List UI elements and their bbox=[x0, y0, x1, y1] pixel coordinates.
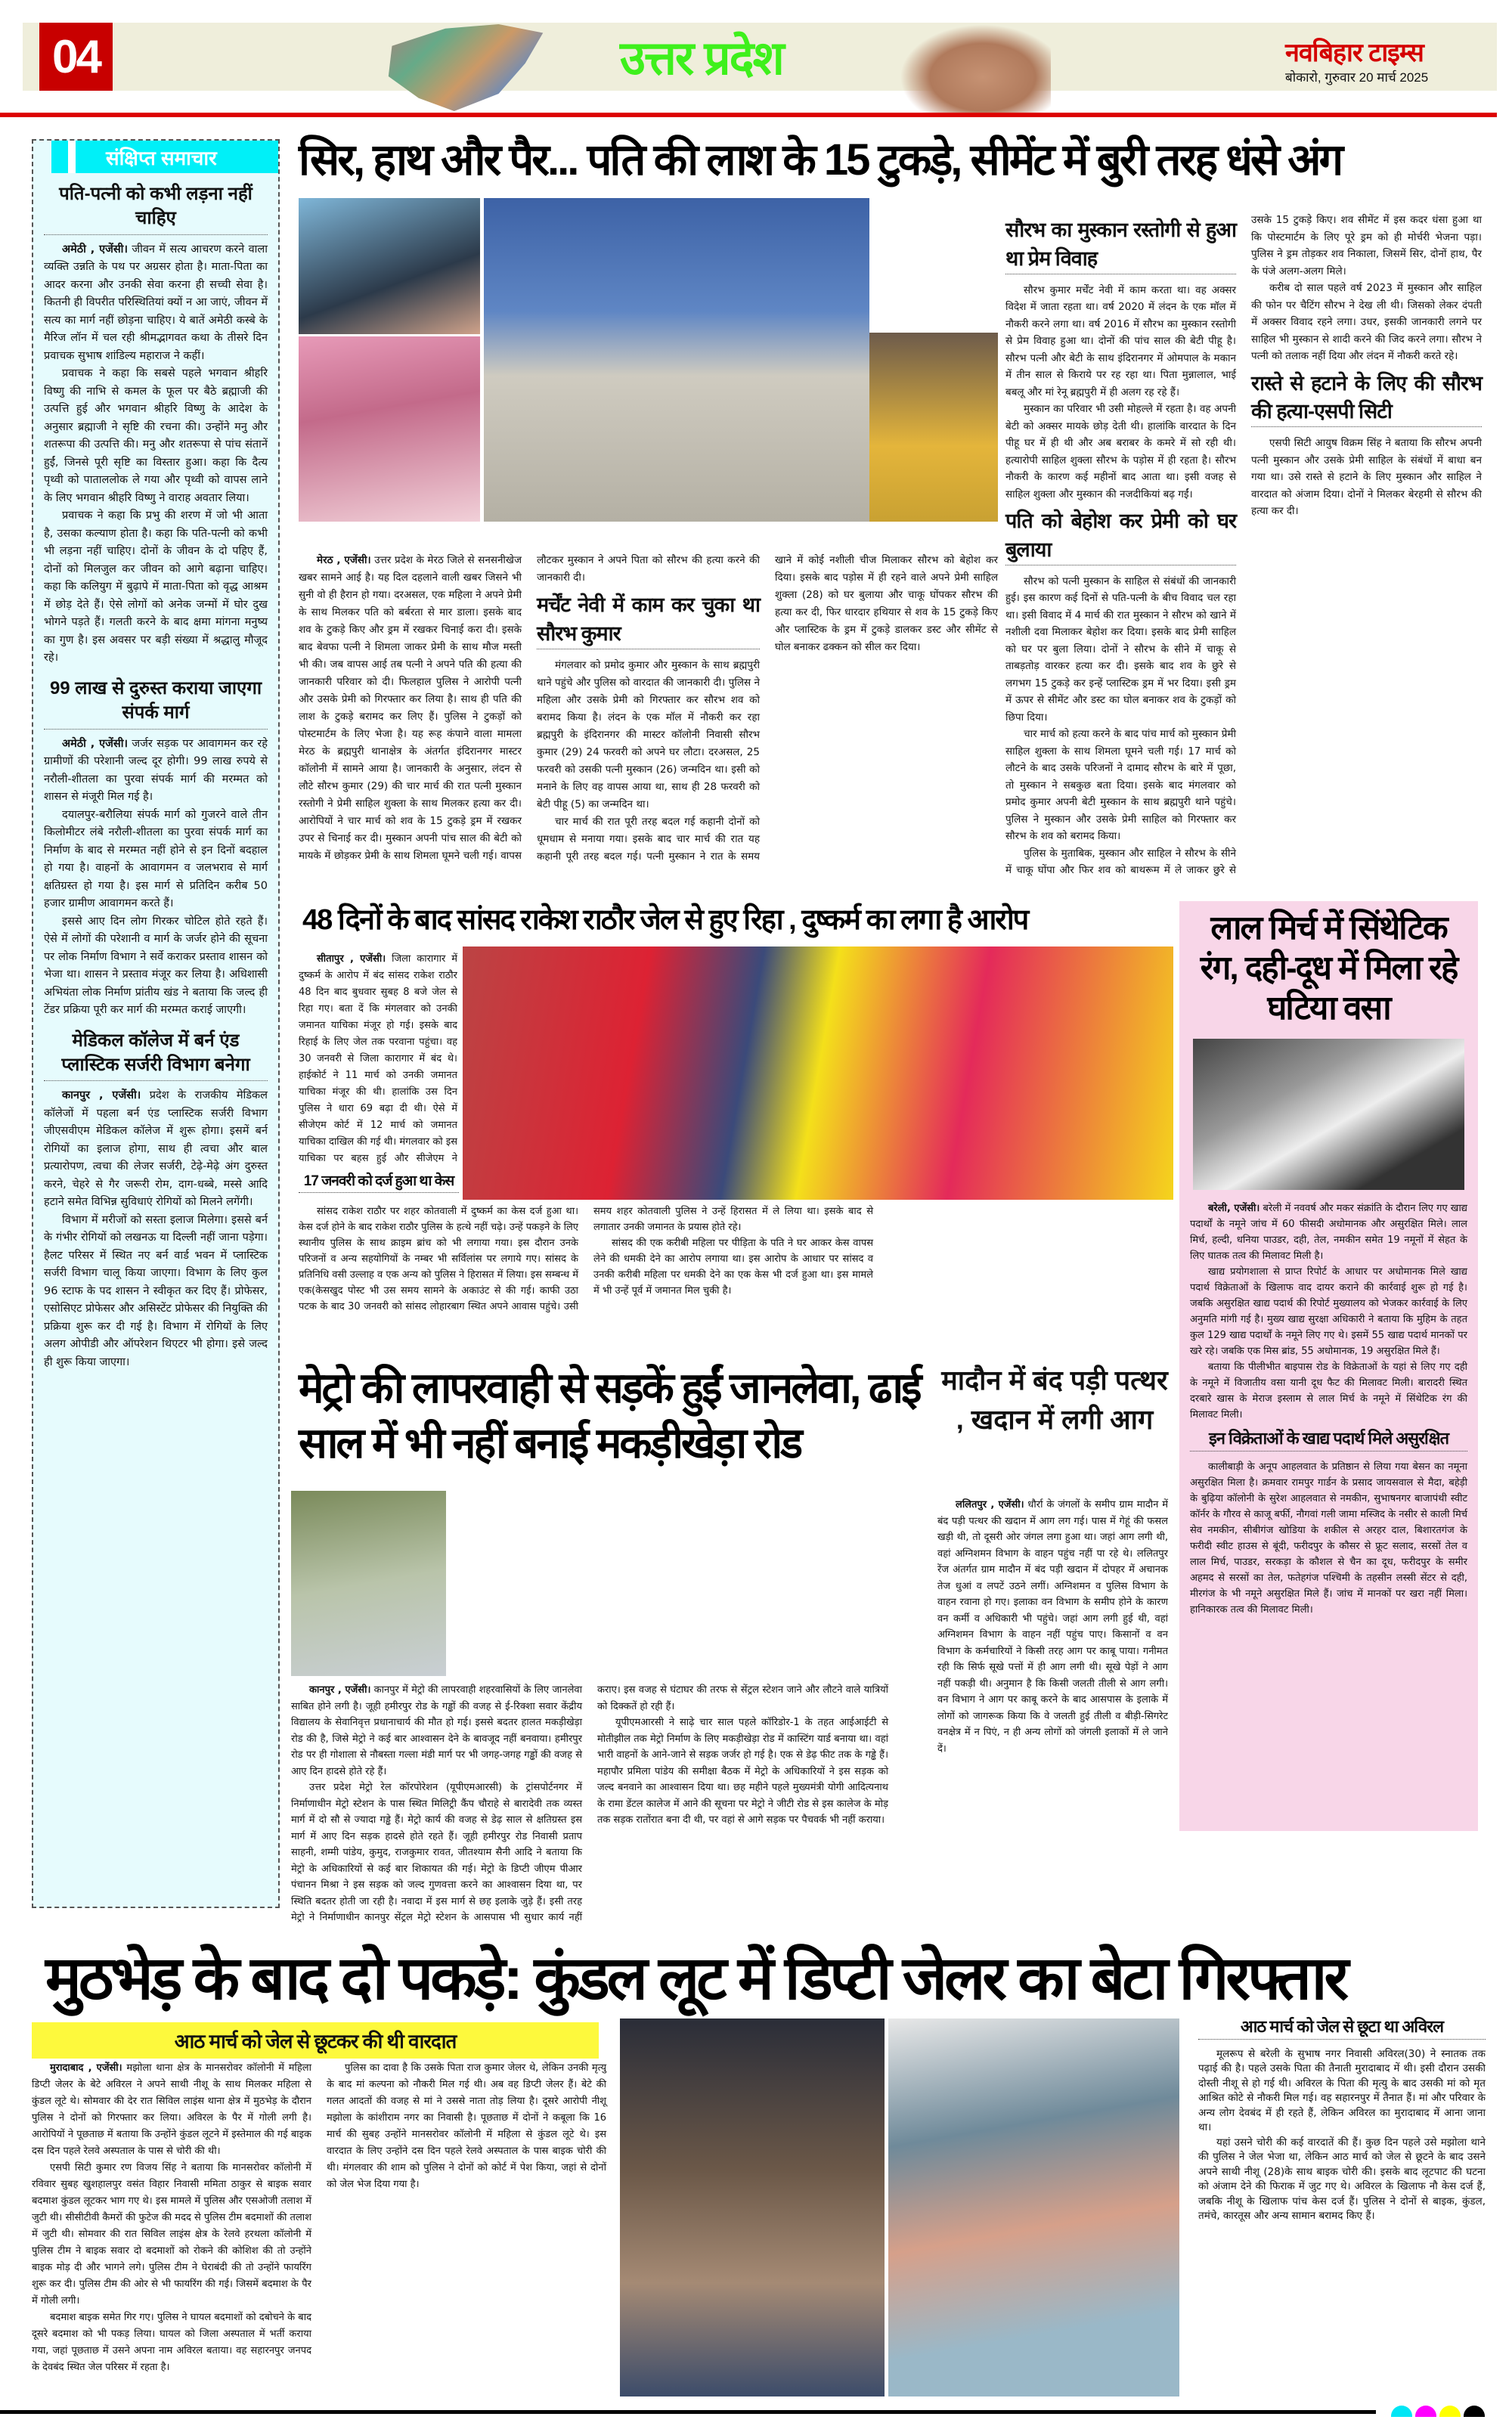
paragraph bbox=[32, 2060, 311, 2160]
accused-in-hospital-photo bbox=[888, 2018, 1179, 2396]
paragraph bbox=[44, 507, 268, 668]
brief-headline: पति-पत्नी को कभी लड़ना नहीं चाहिए bbox=[44, 173, 268, 235]
adulteration-headline: लाल मिर्च में सिंथेटिक रंग, दही-दूध में मिला रहे घटिया वसा bbox=[1200, 909, 1458, 1027]
paragraph-text: धौर्रा के जंगलों के समीप ग्राम मादौन में बंद पड़ी पत्थर की खदान में आग लग गई। पास में गेहूं की फसल खड़ी थी, तो दूसरी ओर जंगल लगा हुआ था। जहां आग लगी थी, वहां अग्निशमन विभाग के वाहन पहुंच नहीं पा रहे थे। ललितपुर रेंज अंतर्गत ग्राम मादौन में बंद पड़ी खदान में दोपहर में अचानक तेज धुआं व लपटें उठने लगीं। अग्निशमन व पुलिस विभाग के वाहन रवाना हो गए। इलाका वन विभाग के समीप होने के कारण वन कर्मी व अधिकारी भी पहुंचे। जहां आग लगी हुई थी, वहां अग्निशमन विभाग के वाहन नहीं पहुंच पाए। किसानों व वन विभाग के कर्मचारियों ने किसी तरह आग पर काबू पाया। गनीमत रही कि सिर्फ सूखे पत्तों में ही आग लगी थी। सूखे पेड़ों ने आग नहीं पकड़ी थी। अनुमान है कि किसी जलती तीली से आग लगी। वन विभाग ने आग पर काबू करने के बाद आसपास के इलाके में लोगों को जागरूक किया कि वे जलती हुई तीली व बीड़ी-सिगरेट वनक्षेत्र में न पिएं, न ही अन्य लोगों को जंगली इलाकों में ले जाने दें। bbox=[937, 1499, 1168, 1755]
paragraph-text: इससे आए दिन लोग गिरकर चोटिल होते रहते हैं। ऐसे में लोगों की परेशानी व मार्ग के जर्जर होने की सूचना पर लोक निर्माण विभाग ने सर्वे कराकर प्रस्ताव शासन को भेजा था। शासन ने प्रस्ताव मंजूर कर लिया है। अधिशासी अभियंता लोक निर्माण प्रांतीय खंड ने बताया कि जल्द ही टेंडर प्रक्रिया पूरी कर मार्ग की मरम्मत कराई जाएगी। bbox=[44, 915, 268, 1017]
paragraph-text: मंगलवार को प्रमोद कुमार और मुस्कान के साथ ब्रह्मपुरी थाने पहुंचे और पुलिस को वारदात की जानकारी दी। पुलिस ने महिला और उसके प्रेमी को गिरफ्तार कर सौरभ शव को बरामद किया है। लंदन के एक मॉल में नौकरी कर रहा ब्रह्मपुरी के इंदिरानगर की मास्टर कॉलोनी निवासी सौरभ कुमार (29) 24 फरवरी को अपने घर लौटा। दरअसल, 25 फरवरी को उसकी पत्नी मुस्कान (26) जन्मदिन था। इसी को मनाने के लिए वह वापस आया था, साथ ही 28 फरवरी को बेटी पीहू (5) का जन्मदिन था। bbox=[537, 658, 760, 810]
metro-headline: मेट्रो की लापरवाही से सड़कें हुईं जानलेवा, ढाई साल में भी नहीं बनाई मकड़ीखेड़ा रोड bbox=[299, 1364, 920, 1467]
paragraph bbox=[44, 1212, 268, 1372]
dateline: बरेली, एजेंसी। bbox=[1208, 1203, 1260, 1215]
fire-headline: मादौन में बंद पड़ी पत्थर , खदान में लगी आग bbox=[941, 1365, 1168, 1436]
subsection-body bbox=[1251, 435, 1482, 520]
statue-image bbox=[900, 24, 1051, 113]
dateline: ललितपुर , एजेंसी। bbox=[956, 1499, 1024, 1510]
dateline: सीतापुर , एजेंसी। bbox=[317, 953, 386, 965]
encounter-right-column bbox=[1198, 2011, 1486, 2404]
paragraph-text: सांसद राकेश राठौर पर शहर कोतवाली में दुष्कर्म का केस दर्ज हुआ था। केस दर्ज होने के बाद राकेश राठौर पुलिस के हत्थे नहीं चढ़े। उन्हें पकड़ने के लिए स्थानीय पुलिस के साथ क्राइम ब्रांच को भी लगाया गया। इस दौरान उनके परिजनों व अन्य सहयोगियों के नम्बर भी सर्विलांस पर लगाये गए। सांसद के प्रतिनिधि वसी उल्लाह व एक अन्य को पुलिस ने हिरासत में लिया। इस सम्बन्ध में एक(केसखुद पोस्ट भी उस समय सामने के अकाउंट से की गई। काफी उठा पटक के बाद 30 जनवरी को सांसद लोहारबाग स्थित अपने आवास पहुंचे। उसी समय शहर कोतवाली पुलिस ने उन्हें हिरासत में ले लिया था। इसके बाद से लगातार उनकी जमानत के प्रयास होते रहे। bbox=[299, 1206, 873, 1312]
fire-body bbox=[937, 1497, 1168, 1757]
paragraph bbox=[44, 913, 268, 1020]
paragraph bbox=[1190, 1264, 1467, 1359]
paragraph-text: बदमाश बाइक समेत गिर गए। पुलिस ने घायल बदमाशों को दबोचने के बाद दूसरे बदमाश को भी पकड़ लिया। घायल को जिला अस्पताल में भर्ती कराया गया, जहां पूछताछ में उसने अपना नाम अविरल बताया। वह सहारनपुर जनपद के देवबंद स्थित जेल परिसर में रहता है। bbox=[32, 2312, 311, 2373]
paragraph-text: चार मार्च को हत्या करने के बाद पांच मार्च को मुस्कान प्रेमी साहिल शुक्ला के साथ शिमला घूमने चली गई। 17 मार्च को लौटने के बाद उसके परिजनों ने दामाद सौरभ के बारे में पूछा, तो मुस्कान ने सबकुछ बता दिया। इसके बाद मंगलवार को प्रमोद कुमार अपनी बेटी मुस्कान के साथ ब्रह्मपुरी थाने पहुंचे। पुलिस ने मुस्कान और उसके प्रेमी साहिल को गिरफ्तार कर सौरभ के शव को बरामद किया। bbox=[1005, 728, 1237, 843]
paragraph-text: जर्जर सड़क पर आवागमन कर रहे ग्रामीणों की परेशानी जल्द दूर होगी। 99 लाख रुपये से नरौली-शीतला का पुरवा संपर्क मार्ग की मरम्मत को शासन से मंजूरी मिल गई है। bbox=[44, 737, 268, 804]
accused-avirl-photo bbox=[620, 2018, 885, 2396]
brief-headline: 99 लाख से दुरुस्त कराया जाएगा संपर्क मार्ग bbox=[44, 668, 268, 730]
paragraph bbox=[1198, 2136, 1486, 2224]
subheading: रास्ते से हटाने के लिए की सौरभ की हत्या-एसपी सिटी bbox=[1251, 370, 1482, 428]
header-divider bbox=[0, 113, 1497, 117]
cyan-mark bbox=[1391, 2406, 1412, 2417]
lead-story-right-columns bbox=[1005, 212, 1482, 885]
brief-body bbox=[44, 736, 268, 1020]
paragraph-text: यहां उसने चोरी की कई वारदातें की हैं। कुछ दिन पहले उसे मझोला थाने की पुलिस ने जेल भेजा था, लेकिन आठ मार्च को जेल से छूटने के बाद उसने अपने साथी नीशू (28)के साथ बाइक चोरी की। इसके बाद लूटपाट की घटना को अंजाम देने की फिराक में जुट गए थे। अविरल के खिलाफ नौ केस दर्ज हैं, जबकि नीशू के खिलाफ पांच केस दर्ज हैं। पुलिस ने दोनों से बाइक, कुंडल, तमंचे, कारतूस और अन्य सामान बरामद किए हैं। bbox=[1198, 2136, 1486, 2223]
section-title: उत्तर प्रदेश bbox=[620, 33, 783, 85]
issue-dateline: बोकारो, गुरुवार 20 मार्च 2025 bbox=[1285, 70, 1429, 85]
paragraph-text: प्रदेश के राजकीय मेडिकल कॉलेजों में पहला बर्न एंड प्लास्टिक सर्जरी विभाग जीएसवीएम मेडिकल कॉलेज में शुरू होगा। इसमें बर्न रोगियों का इलाज होगा, साथ ही त्वचा और बाल प्रत्यारोपण, त्वचा की लेजर सर्जरी, टेढ़े-मेढ़े अंग दुरुस्त करने, चेहरे से गैर जरूरी रोम, दाग-धब्बे, मस्से आदि हटाने समेत विभिन्न सुविधाएं रोगियों को मिलने लगेंगी। bbox=[44, 1089, 268, 1209]
victim-photo bbox=[299, 198, 480, 334]
paragraph-text: चार मार्च की रात पूरी तरह बदल गई कहानी दोनों को धूमधाम से मनाया गया। इसके बाद चार मार्च की रात यह कहानी पूरी तरह बदल गई। पत्नी मुस्कान ने रात के समय खाने में कोई नशीली चीज मिलाकर सौरभ को बेहोश कर दिया। इसके बाद पड़ोस में ही रहने वाले अपने प्रेमी साहिल शुक्ला (28) को घर बुलाया और चाकू घोंपकर सौरभ की हत्या कर दी, फिर धारदार हथियार से शव के 15 टुकड़े किए और प्लास्टिक के ड्रम में टुकड़े डालकर डस्ट और सीमेंट से घोल बनाकर ढक्कन को सील कर दिया। bbox=[537, 554, 998, 863]
paragraph bbox=[593, 1235, 873, 1299]
lead-story-columns bbox=[299, 552, 998, 869]
newspaper-brand: नवबिहार टाइम्स bbox=[1285, 39, 1424, 67]
paragraph-text: पुलिस का दावा है कि उसके पिता राज कुमार जेलर थे, लेकिन उनकी मृत्यु के बाद मां कल्पना को नौकरी मिल गई थी। अब वह डिप्टी जेलर हैं। बेटे की गलत आदतों की वजह से मां ने उससे नाता तोड़ लिया है। दूसरे आरोपी नीशू मझोला के कांशीराम नगर का निवासी है। पूछताछ में दोनों ने कबूला कि 16 मार्च की सुबह उन्होंने मानसरोवर कॉलोनी में महिला से कुंडल लूटे थे। इस वारदात के लिए उन्होंने दस दिन पहले रेलवे अस्पताल के पास बाइक चोरी की थी। मंगलवार की शाम को पुलिस ने दोनों को कोर्ट में पेश किया, जहां से दोनों को जेल भेज दिया गया है। bbox=[327, 2062, 606, 2190]
paragraph bbox=[44, 365, 268, 507]
mp-subheading: 17 जनवरी को दर्ज हुआ था केस bbox=[299, 1172, 459, 1193]
subheading: पति को बेहोश कर प्रेमी को घर बुलाया bbox=[1005, 507, 1236, 565]
brief-body bbox=[44, 241, 268, 668]
paragraph-text: मुस्कान का परिवार भी उसी मोहल्ले में रहता है। वह अपनी बेटी को अक्सर मायके छोड़ देती थी। हालांकि वारदात के दिन पीहू घर में ही थी और अब बराबर के कमरे में सो रही थी। हत्यारोपी साहिल शुक्ला सौरभ के पड़ोस में ही रहता है। सौरभ नौकरी के कारण कई महीनों बाद आता था। इसी वजह से साहिल शुक्ला और मुस्कान की नजदीकियां बढ़ गईं। bbox=[1005, 403, 1236, 500]
paragraph bbox=[44, 241, 268, 366]
paragraph bbox=[1190, 1459, 1467, 1618]
paragraph bbox=[1005, 401, 1236, 503]
paragraph bbox=[299, 951, 457, 1167]
adulteration-body bbox=[1190, 1201, 1467, 1618]
encounter-body bbox=[32, 2060, 606, 2393]
magenta-mark bbox=[1415, 2406, 1436, 2417]
registration-color-marks bbox=[1391, 2406, 1485, 2417]
paragraph bbox=[1251, 435, 1482, 520]
encounter-kicker: आठ मार्च को जेल से छूटकर की थी वारदात bbox=[32, 2022, 599, 2059]
sidebar-heading-text: संक्षिप्त समाचार bbox=[106, 146, 217, 169]
subheading: मर्चेंट नेवी में काम कर चुका था सौरभ कुमार bbox=[537, 591, 760, 649]
paragraph bbox=[937, 1497, 1168, 1757]
paragraph bbox=[1190, 1201, 1467, 1264]
paragraph bbox=[327, 2060, 606, 2193]
mp-body bbox=[299, 951, 457, 1167]
mp-story-lead bbox=[299, 951, 457, 1167]
subsection-body bbox=[1005, 282, 1236, 503]
paragraph bbox=[1005, 573, 1236, 727]
brief-story bbox=[44, 1020, 268, 1372]
subheading: आठ मार्च को जेल से छूटा था अविरल bbox=[1198, 2015, 1486, 2040]
dateline: मुरादाबाद , एजेंसी। bbox=[50, 2062, 122, 2074]
paragraph bbox=[44, 736, 268, 807]
paragraph-text: एसपी सिटी कुमार रण विजय सिंह ने बताया कि मानसरोवर कॉलोनी में रविवार सुबह खुशहालपुर वसंत विहार निवासी ममिता ठाकुर से बाइक सवार बदमाश कुंडल लूटकर भाग गए थे। इस मामले में पुलिस और एसओजी तलाश में जुटी थी। सीसीटीवी कैमरों की फुटेज की मदद से पुलिस टीम बदमाशों की तलाश में जुटी थी। सोमवार की रात सिविल लाइंस क्षेत्र के रेलवे हरथला कॉलोनी में पुलिस टीम ने बाइक सवार दो बदमाशों को रोकने की कोशिश की तो उन्होंने बाइक मोड़ दी और भागने लगे। पुलिस टीम ने घेराबंदी की तो उन्होंने फायरिंग शुरू कर दी। पुलिस टीम की ओर से भी फायरिंग की गई। जिसमें बदमाश के पैर में गोली लगी। bbox=[32, 2162, 311, 2307]
metro-body bbox=[291, 1682, 888, 1932]
adulteration-story-box bbox=[1179, 901, 1478, 1831]
paragraph bbox=[32, 2310, 311, 2376]
paragraph-text: कानपुर में मेट्रो की लापरवाही शहरवासियों के लिए जानलेवा साबित होने लगी है। जूही हमीरपुर रोड के गड्ढों की वजह से ई-रिक्शा सवार केंद्रीय विद्यालय के सेवानिवृत्त प्रधानाचार्य की मौत हो गई। इससे बदतर हालत मकड़ीखेड़ा रोड की है, जिसे मेट्रो ने कई बार आश्वासन देने के बावजूद नहीं बनवाया। हमीरपुर रोड पर ही गोशाला से नौबस्ता गल्ला मंडी मार्ग पर भी जगह-जगह गड्ढों की वजह से आए दिन हादसे होते रहे हैं। bbox=[291, 1684, 582, 1777]
encounter-headline: मुठभेड़ के बाद दो पकड़े: कुंडल लूट में डिप्टी जेलर का बेटा गिरफ्तार bbox=[45, 1944, 1346, 2012]
page-number: 04 bbox=[39, 23, 113, 91]
paragraph bbox=[1198, 2047, 1486, 2136]
paragraph-text: सौरभ को पत्नी मुस्कान के साहिल से संबंधों की जानकारी हुई। इस कारण कई दिनों से पति-पत्नी के बीच विवाद चल रहा था। इसी विवाद में 4 मार्च की रात मुस्कान ने सौरभ को खाने में नशीली दवा मिलाकर बेहोश कर दिया। इसके बाद प्रेमी साहिल को घर पर बुला लिया। दोनों ने सौरभ के सीने में चाकू से ताबड़तोड़ वारकर हत्या कर दी। इसके बाद शव के छुरे से लगभग 15 टुकड़े कर इन्हें प्लास्टिक ड्रम में भर दिया। इसी ड्रम में ऊपर से सीमेंट और डस्ट का घोल बनाकर शव के टुकड़ों को छिपा दिया। bbox=[1005, 575, 1236, 723]
paragraph-text: मूलरूप से बरेली के सुभाष नगर निवासी अविरल(30) ने स्नातक तक पढ़ाई की है। पहले उसके पिता की तैनाती मुरादाबाद में थी। इसी दौरान उसकी दोस्ती नीशू से हो गई थी। अविरल के पिता की मृत्यु के बाद उसकी मां को मृत आश्रित कोटे से नौकरी मिल गई। वह सहारनपुर में तैनात हैं। मां और परिवार के अन्य लोग देवबंद में ही रहते हैं, लेकिन अविरल का मुरादाबाद में आना जाना था। bbox=[1198, 2047, 1486, 2134]
dateline: अमेठी , एजेंसी। bbox=[62, 737, 128, 750]
paragraph bbox=[1190, 1359, 1467, 1423]
paragraph bbox=[1251, 280, 1482, 365]
yellow-mark bbox=[1439, 2406, 1461, 2417]
mp-story-columns bbox=[299, 1204, 1168, 1332]
paragraph-text: खाद्य प्रयोगशाला से प्राप्त रिपोर्ट के आधार पर अधोमानक मिले खाद्य पदार्थ विक्रेताओं के खिलाफ वाद दायर कराने की कार्रवाई शुरू हो गई है। जबकि असुरक्षित खाद्य पदार्थ की रिपोर्ट मुख्यालय को भेजकर कार्रवाई के लिए अनुमति मांगी गई है। मुख्य खाद्य सुरक्षा अधिकारी ने बताया कि मुहिम के तहत कुल 129 खाद्य पदार्थों के नमूने लिए गए थे। इसमें 55 खाद्य पदार्थ मानकों पर खरे रहे। जबकि एक मिस ब्रांड, 55 अधोमानक, 19 असुरक्षित मिले हैं। bbox=[1190, 1266, 1467, 1358]
paragraph bbox=[291, 1682, 582, 1780]
paragraph-text: सौरभ कुमार मर्चेंट नेवी में काम करता था। वह अक्सर विदेश में जाता रहता था। वर्ष 2020 में लंदन के एक मॉल में नौकरी करने लगा था। वर्ष 2016 में सौरभ का मुस्कान रस्तोगी से प्रेम विवाह हुआ था। दोनों की पांच साल की बेटी पीहू है। सौरभ पत्नी और बेटी के साथ इंदिरानगर में ओमपाल के मकान में तीन साल से किराये पर रह रहा था। पिता मुन्नालाल, भाई बबलू और मां रेनू ब्रह्मपुरी में ही अलग रह रहे हैं। bbox=[1005, 283, 1236, 398]
accused-wife-photo bbox=[299, 336, 480, 522]
paragraph-text: करीब दो साल पहले वर्ष 2023 में मुस्कान और साहिल की फोन पर चैटिंग सौरभ ने देख ली थी। जिसको लेकर दंपती में अक्सर विवाद रहने लगा। उधर, इसकी जानकारी लगने पर साहिल भी मुस्कान से शादी करने की जिद करने लगा। सौरभ ने पत्नी को तलाक नहीं दिया और लंदन में नौकरी करते रहे। bbox=[1251, 282, 1482, 362]
paragraph bbox=[537, 657, 760, 813]
black-mark bbox=[1464, 2406, 1485, 2417]
mp-body bbox=[299, 1204, 873, 1332]
news-brief-sidebar bbox=[32, 139, 280, 1908]
paragraph-text: जिला कारागार में दुष्कर्म के आरोप में बंद सांसद राकेश राठौर 48 दिन बाद बुधवार सुबह 8 बजे जेल से रिहा गए। बता दें कि मंगलवार को उनकी जमानत याचिका मंजूर हो गई। इसके बाद रिहाई के लिए जेल तक परवाना पहुंचा। वह 30 जनवरी से जिला कारागार में बंद थे। हाईकोर्ट ने 11 मार्च को उनकी जमानत याचिका मंजूर की थी। हालांकि उस दिन पुलिस ने धारा 69 बढ़ा दी थी। ऐसे में सीजेएम कोर्ट में 12 मार्च को जमानत याचिका दाखिल की गई थी। मंगलवार को इस याचिका पर बहस हुई और सीजेएम ने bbox=[299, 953, 457, 1164]
encounter-body bbox=[1198, 2047, 1486, 2224]
brief-story bbox=[44, 173, 268, 668]
road-potholes-photo bbox=[291, 1491, 446, 1676]
paragraph-text: कालीबाड़ी के अनूप आहलवात के प्रतिष्ठान से लिया गया बेसन का नमूना असुरक्षित मिला है। क्रमवार रामपुर गार्डन के प्रसाद जायसवाल से मैदा, बहेड़ी के बुढ़िया कॉलोनी के सुरेश आहलवात से नमकीन, सुभाषनगर बाजापंथी स्वीट कॉर्नर के गौरव से काजू बर्फी, नौगवां गली जामा मस्जिद के नसीर से काली मिर्च सेव नमकीन, सीबीगंज खोडिया के शकील से अरहर दाल, बिशारतगंज के फरीदी स्वीट हाउस से बूंदी, फरीदपुर के कौसर से फ्रूट सलाद, सरसों तेल व लाल मिर्च, पाउडर, सरकड़ा के कौशल से चैन का दूध, फरीदपुर के समीर अहमद से सरसों का तेल, फतेहगंज पश्चिमी के तहसीन लस्सी सेंटर से दही, मीरगंज के भी नमूने असुरक्षित मिले हैं। जांच में मानकों पर खरा नहीं मिला। हानिकारक तत्व की मिलावट मिली। bbox=[1190, 1461, 1467, 1616]
paragraph-text: यूपीएमआरसी ने साढ़े चार साल पहले कॉरिडोर-1 के तहत आईआईटी से मोतीझील तक मेट्रो निर्माण के लिए मकड़ीखेड़ा रोड में कास्टिंग यार्ड बनाया था। वहां भारी वाहनों के आने-जाने से सड़क जर्जर हो गई है। एक से डेढ़ फीट तक के गड्ढे हैं। महापौर प्रमिला पांडेय की समीक्षा बैठक में मेट्रो के अधिकारियों ने इस सड़क को जल्द बनवाने का आश्वासन दिया था। छह महीने पहले मुख्यमंत्री योगी आदित्यनाथ के रामा डेंटल कालेज में आने की सूचना पर मेट्रो ने जीटी रोड से इस कालेज के मोड़ तक सड़क रातोंरात बना दी थी, पर वहां से आगे सड़क पर पैचवर्क भी नहीं कराया। bbox=[597, 1717, 888, 1826]
paragraph-text: दयालपुर-बरौलिया संपर्क मार्ग को गुजरने वाले तीन किलोमीटर लंबे नरौली-शीतला का पुरवा संपर्क मार्ग का निर्माण के बाद से मरम्मत नहीं होने से इन दिनों बदहाल हो गया है। वाहनों के आवागमन व जलभराव से मार्ग क्षतिग्रस्त हो गया है। इस मार्ग से प्रतिदिन करीब 50 हजार ग्रामीण आवागमन करते हैं। bbox=[44, 808, 268, 910]
paragraph-text: प्रवाचक ने कहा कि प्रभु की शरण में जो भी आता है, उसका कल्याण होता है। कहा कि पति-पत्नी को कभी भी लड़ना नहीं चाहिए। दोनों के जीवन के दो पहिए हैं, दोनों को मिलजुल कर जीवन को आगे बढ़ाना चाहिए। कहा कि कलियुग में बुढ़ापे में माता-पिता को वृद्ध आश्रम में छोड़ देते हैं। ऐसे लोगों को अनेक जन्मों में घोर दुख भोगने पड़ते हैं। गलती करने के बाद क्षमा मांगना मनुष्य का गुण है। इस अवसर पर बड़ी संख्या में श्रद्धालु मौजूद रहे। bbox=[44, 510, 268, 665]
accused-lover-photo bbox=[869, 333, 998, 522]
paragraph bbox=[32, 2160, 311, 2310]
footer-rule bbox=[0, 2410, 1376, 2414]
dateline: मेरठ , एजेंसी। bbox=[317, 554, 371, 566]
paragraph bbox=[597, 1715, 888, 1829]
paragraph bbox=[44, 1087, 268, 1212]
paragraph-text: विभाग में मरीजों को सस्ता इलाज मिलेगा। इससे बर्न के गंभीर रोगियों को लखनऊ या दिल्ली नहीं जाना पड़ेगा। हैलट परिसर में स्थित नए बर्न वार्ड भवन में प्लास्टिक सर्जरी विभाग चालू किया जाएगा। विभाग के लिए कुल 96 स्टाफ के पद शासन ने स्वीकृत कर दिए हैं। प्रोफेसर, एसोसिएट प्रोफेसर और असिस्टेंट प्रोफेसर की नियुक्ति की प्रक्रिया शुरू कर दी गई है। विभाग में रोगियों के लिए अलग ओपीडी और ऑपरेशन थिएटर भी होगा। इसे जल्द ही शुरू किया जाएगा। bbox=[44, 1213, 268, 1368]
paragraph bbox=[1005, 282, 1236, 401]
paragraph-text: बरेली में नववर्ष और मकर संक्रांति के दौरान लिए गए खाद्य पदार्थों के नमूने जांच में 60 फीसदी अधोमानक और असुरक्षित मिले। लाल मिर्च, हल्दी, धनिया पाउडर, दही, तेल, नमकीन समेत 19 नमूनों में सेहत के लिए घातक तत्व की मिलावट मिली है। bbox=[1190, 1203, 1467, 1263]
mp-release-headline: 48 दिनों के बाद सांसद राकेश राठौर जेल से हुए रिहा , दुष्कर्म का लगा है आरोप bbox=[302, 904, 1028, 936]
lead-headline: सिर, हाथ और पैर... पति की लाश के 15 टुकड़े, सीमेंट में बुरी तरह धंसे अंग bbox=[299, 135, 1342, 184]
adulteration-paragraphs bbox=[1190, 1201, 1467, 1423]
paragraph-text: प्रवाचक ने कहा कि सबसे पहले भगवान श्रीहरि विष्णु की नाभि से कमल के फूल पर बैठे ब्रह्माजी की उत्पत्ति हुई और भगवान श्रीहरि विष्णु के आदेश के अनुसार ब्रह्माजी ने सृष्टि की रचना की। उन्होंने मनु और शतरूपा की उत्पत्ति की। मनु और शतरूपा से पांच संतानें हुईं, जिनसे पूरी सृष्टि का विस्तार हुआ। कहा कि दैत्य पृथ्वी को पाताललोक ले गया और पृथ्वी को वापस लाने के लिए भगवान श्रीहरि विष्णु ने वाराह अवतार लिया। bbox=[44, 367, 268, 504]
milk-pouring-photo bbox=[1193, 1039, 1464, 1190]
paragraph bbox=[44, 807, 268, 913]
paragraph-text: मझोला थाना क्षेत्र के मानसरोवर कॉलोनी में महिला डिप्टी जेलर के बेटे अविरल ने अपने साथी नीशू के साथ मिलकर महिला से कुंडल लूटे थे। सोमवार की देर रात सिविल लाइंस थाना क्षेत्र में मुठभेड़ के दौरान पुलिस ने दोनों को गिरफ्तार कर लिया। अविरल के पैर में गोली लगी है। आरोपियों ने पूछताछ में बताया कि उन्होंने कुंडल लूटने में इस्तेमाल की गई बाइक दस दिन पहले रेलवे अस्पताल के पास से चोरी की थी। bbox=[32, 2062, 311, 2157]
paragraph-text: उत्तर प्रदेश के मेरठ जिले से सनसनीखेज खबर सामने आई है। यह दिल दहलाने वाली खबर जिसने भी सुनी वो ही हैरान हो गया। दरअसल, एक महिला ने अपने प्रेमी के साथ मिलकर पति को बर्बरता से मार डाला। इसके बाद शव के टुकड़े किए और ड्रम में रखकर चिनाई करा दी। इसके बाद बेवफा पत्नी ने शिमला जाकर प्रेमी के साथ मौज मस्ती भी की। जब वापस आई तब पत्नी ने अपने पति की हत्या की जानकारी परिवार को दी। फिलहाल पुलिस ने आरोपी पत्नी और उसके प्रेमी को गिरफ्तार कर लिया है। साथ ही पति की लाश के टुकड़े बरामद कर लिए हैं। पुलिस ने टुकड़ों को पोस्टमार्टम के लिए भेजा है। यह रूह कंपाने वाला मामला मेरठ के ब्रह्मपुरी थानाक्षेत्र के अंतर्गत इंदिरानगर मास्टर कॉलोनी में सामने आया है। जानकारी के अनुसार, लंदन से लौटे सौरभ कुमार (29) की चार मार्च की रात पत्नी मुस्कान रस्तोगी ने प्रेमी साहिल शुक्ला के साथ मिलकर हत्या कर दी। आरोपियों ने चार मार्च को शव के 15 टुकड़े ड्रम में रखकर उपर से चिनाई कर दी। मुस्कान अपनी पांच साल की बेटी को मायके में छोड़कर प्रेमी के साथ शिमला घूमने चली गई। वापस लौटकर मुस्कान ने अपने पिता को सौरभ की हत्या करने की जानकारी दी। bbox=[299, 554, 760, 862]
paragraph-text: बताया कि पीलीभीत बाइपास रोड के विक्रेताओं के यहां से लिए गए दही के नमूने में विजातीय वसा यानी दूध फैट की मिलावट मिली। बारादरी स्थित दरबारे खास के मेराज इस्लाम से लाल मिर्च के नमूने में सिंथेटिक रंग की मिलावट मिली। bbox=[1190, 1362, 1467, 1421]
brief-story bbox=[44, 668, 268, 1020]
dateline: कानपुर , एजेंसी। bbox=[309, 1684, 371, 1696]
mp-jail-release-photo bbox=[463, 947, 1173, 1200]
paragraph bbox=[1005, 726, 1236, 845]
fire-story-body bbox=[937, 1497, 1168, 1928]
sidebar-heading bbox=[51, 141, 278, 173]
subheading: इन विक्रेताओं के खाद्य पदार्थ मिले असुरक्षित bbox=[1190, 1427, 1467, 1452]
adulteration-paragraphs bbox=[1190, 1459, 1467, 1618]
brief-headline: मेडिकल कॉलेज में बर्न एंड प्लास्टिक सर्जरी विभाग बनेगा bbox=[44, 1020, 268, 1082]
cement-drum-photo bbox=[484, 198, 869, 522]
brief-body bbox=[44, 1087, 268, 1371]
dateline: अमेठी , एजेंसी। bbox=[62, 243, 128, 256]
paragraph-text: उत्तर प्रदेश मेट्रो रेल कॉरपोरेशन (यूपीएमआरसी) के ट्रांसपोर्टनगर में निर्माणाधीन मेट्रो स्टेशन के पास स्थित मिलिट्री कैंप चौराहे से बारादेवी तक व्यस्त मार्ग में दो सौ से ज्यादा गड्ढे हैं। मेट्रो कार्य की वजह से डेढ़ साल से क्षतिग्रस्त इस मार्ग में आए दिन सड़क हादसे होते रहते हैं। जूही हमीरपुर रोड निवासी प्रताप साहनी, शम्मी पांडेय, कुमुद, राजकुमार रावत, जीतश्याम सैनी आदि ने बताया कि मेट्रो के अधिकारियों से कई बार शिकायत की गई। मेट्रो के डिप्टी जीएम पीआर पंचानन मिश्रा ने इस सड़क को जल्द गुणवत्ता करने का आश्वासन दिया था, पर स्थिति बदतर होती जा रही है। नवादा में इस मार्ग से छह इलाके जुड़े हैं। इसी तरह मेट्रो ने निर्माणाधीन कानपुर सेंट्रल मेट्रो स्टेशन के आसपास भी सुधार कार्य नहीं कराए। इस वजह से घंटाघर की तरफ से सेंट्रल स्टेशन जाने और लौटने वाले यात्रियों को दिक्कतें हो रही हैं। bbox=[291, 1684, 888, 1923]
paragraph-text: पुलिस के मुताबिक, मुस्कान और साहिल ने सौरभ के सीने में चाकू घोंपा और फिर शव को बाथरूम में ले जाकर छुरे से उसके 15 टुकड़े किए। शव सीमेंट में इस कदर धंसा हुआ था कि पोस्टमार्टम के लिए पूरे ड्रम को ही मोर्चरी भेजना पड़ा। पुलिस ने ड्रम तोड़कर शव निकाला, जिसमें सिर, दोनों हाथ, पैर के पंजे अलग-अलग मिले। bbox=[1005, 214, 1482, 877]
subheading: सौरभ का मुस्कान रस्तोगी से हुआ था प्रेम विवाह bbox=[1005, 216, 1236, 274]
paragraph-text: एसपी सिटी आयुष विक्रम सिंह ने बताया कि सौरभ अपनी पत्नी मुस्कान और उसके प्रेमी साहिल के संबंधों में बाधा बन गया था। उसे रास्ते से हटाने के लिए मुस्कान और साहिल ने वारदात को अंजाम दिया। दोनों ने मिलकर बेरहमी से सौरभ की हत्या कर दी। bbox=[1251, 437, 1482, 518]
dateline: कानपुर , एजेंसी। bbox=[62, 1089, 141, 1102]
paragraph-text: जीवन में सत्य आचरण करने वाला व्यक्ति उन्नति के पथ पर अग्रसर होता है। माता-पिता का आदर करना और उनकी सेवा करना ही सच्ची सेवा है। कितनी ही विपरीत परिस्थितियां क्यों न आ जाएं, जीवन में सत्य का मार्ग नहीं छोड़ना चाहिए। ये बातें अमेठी कस्बे के मैरिज लॉन में चल रही श्रीमद्भागवत कथा के तीसरे दिन प्रवाचक सुभाष शांडिल्य महाराज ने कहीं। bbox=[44, 243, 268, 362]
encounter-story-columns bbox=[32, 2060, 606, 2393]
paragraph-text: सांसद की एक करीबी महिला पर पीड़िता के पति ने घर आकर केस वापस लेने की धमकी देने का आरोप लगाया था। इस आरोप के आधार पर सांसद व उनकी करीबी महिला पर धमकी देने का एक केस भी दर्ज हुआ था। इस मामले में भी उन्हें पूर्व में जमानत मिल चुकी है। bbox=[593, 1238, 873, 1297]
